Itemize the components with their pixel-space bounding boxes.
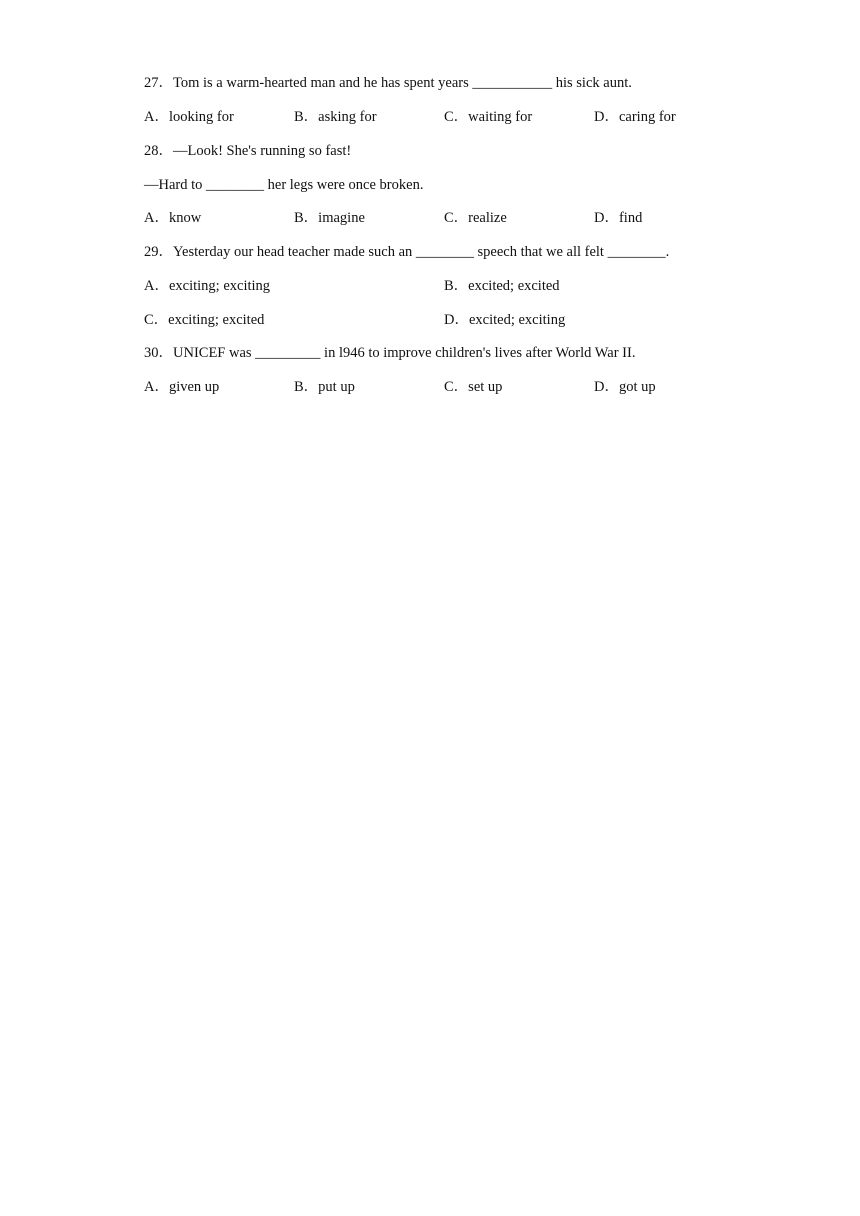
question-28-option-a: A．know: [144, 210, 202, 226]
question-28-option-d: D．find: [594, 210, 643, 226]
question-29-option-a: A．exciting; exciting: [144, 278, 271, 294]
question-30-option-d: D．got up: [594, 379, 656, 395]
question-28-stem: 28．—Look! She's running so fast!: [144, 143, 352, 159]
question-28-stem-reply: —Hard to ________ her legs were once broken.: [144, 177, 424, 193]
question-29-stem: 29．Yesterday our head teacher made such an ________ speech that we all felt ________.: [144, 244, 670, 260]
question-30-option-a: A．given up: [144, 379, 220, 395]
question-29-option-d: D．excited; exciting: [444, 312, 566, 328]
question-27-option-c: C．waiting for: [444, 109, 533, 125]
question-27-option-b: B．asking for: [294, 109, 377, 125]
question-28-option-c: C．realize: [444, 210, 507, 226]
question-30-option-b: B．put up: [294, 379, 355, 395]
question-28-option-b: B．imagine: [294, 210, 365, 226]
question-27-option-a: A．looking for: [144, 109, 234, 125]
question-29-option-c: C．exciting; excited: [144, 312, 265, 328]
question-30-stem: 30．UNICEF was _________ in l946 to improve children's lives after World War II.: [144, 345, 636, 361]
question-30-option-c: C．set up: [444, 379, 503, 395]
question-27-stem: 27．Tom is a warm-hearted man and he has spent years ___________ his sick aunt.: [144, 75, 632, 91]
question-27-option-d: D．caring for: [594, 109, 676, 125]
question-29-option-b: B．excited; excited: [444, 278, 560, 294]
